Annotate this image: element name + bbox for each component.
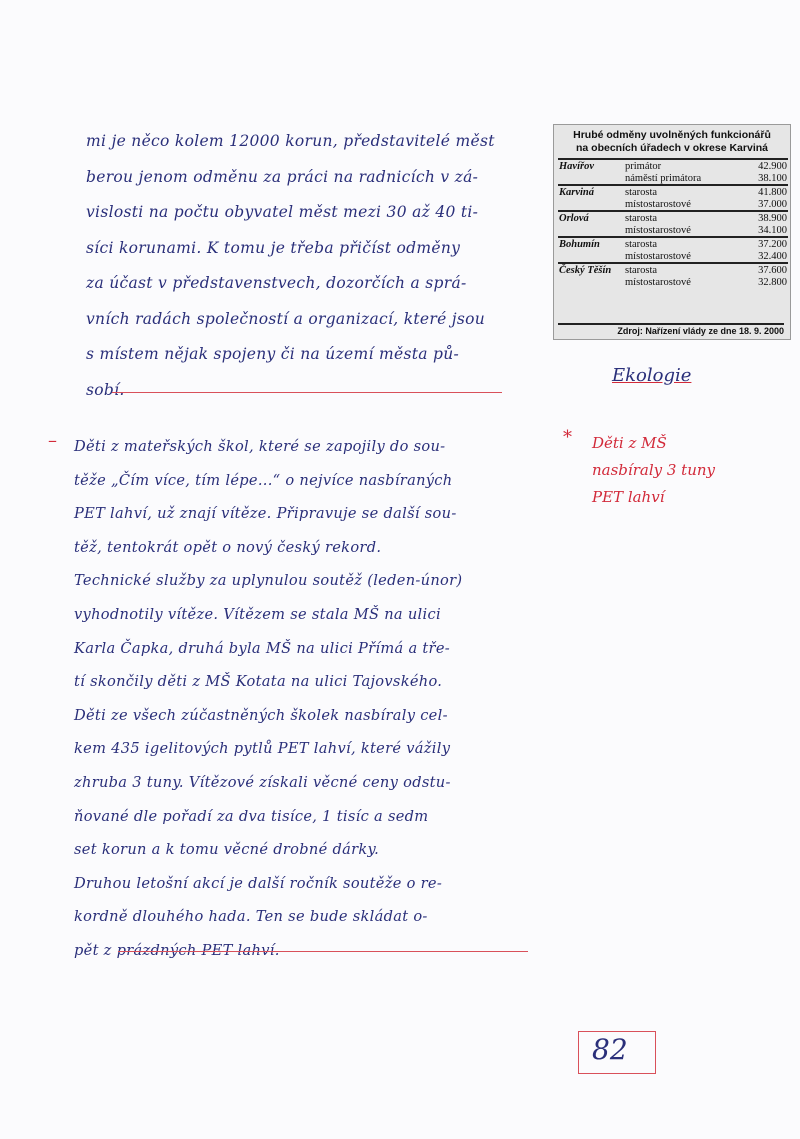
amount-cell bbox=[734, 159, 788, 185]
text-line: vyhodnotily vítěze. Vítězem se stala MŠ na ulici bbox=[74, 605, 441, 623]
amount-text: 38.100 bbox=[758, 172, 787, 184]
role-cell bbox=[624, 237, 734, 263]
text-line: Druhou letošní akcí je další ročník soutěže o re- bbox=[74, 874, 443, 892]
text-line: vislosti na počtu obyvatel měst mezi 30 až 40 ti- bbox=[86, 203, 479, 221]
text-line: berou jenom odměnu za práci na radnicích v zá- bbox=[86, 167, 479, 186]
text-line: sobí. bbox=[86, 380, 125, 399]
amount-text: 37.200 bbox=[758, 239, 787, 250]
margin-note bbox=[592, 430, 715, 511]
city-cell: Český Těšín bbox=[558, 263, 624, 288]
amount-text: 37.000 bbox=[758, 198, 787, 210]
text-line: těž, tentokrát opět o nový český rekord. bbox=[74, 538, 382, 556]
clipping-table bbox=[558, 158, 788, 288]
text-line: Děti z mateřských škol, které se zapojily do sou- bbox=[74, 438, 446, 455]
text-line: Karla Čapka, druhá byla MŠ na ulici Přímá a tře- bbox=[74, 639, 450, 657]
role-cell bbox=[624, 211, 734, 237]
text-line: kordně dlouhého hada. Ten se bude skládat o- bbox=[74, 908, 428, 926]
amount-text: 42.900 bbox=[758, 161, 787, 172]
clipping-title-line: na obecních úřadech v okrese Karviná bbox=[576, 142, 768, 154]
role-text: místostarostové bbox=[625, 250, 691, 262]
text-line: Technické služby za uplynulou soutěž (leden-únor) bbox=[74, 572, 463, 590]
text-line: tí skončily děti z MŠ Kotata na ulici Tajovského. bbox=[74, 673, 443, 691]
table-row bbox=[558, 263, 788, 288]
amount-cell bbox=[734, 237, 788, 263]
amount-text: 32.400 bbox=[758, 250, 787, 262]
city-cell: Bohumín bbox=[558, 237, 624, 263]
amount-text: 32.800 bbox=[758, 276, 787, 288]
text-line: za účast v představenstvech, dozorčích a sprá- bbox=[86, 274, 467, 292]
text-line: ňované dle pořadí za dva tisíce, 1 tisíc a sedm bbox=[74, 807, 429, 825]
text-line: vních radách společností a organizací, které jsou bbox=[86, 309, 486, 328]
newspaper-clipping bbox=[553, 124, 791, 340]
handwritten-paragraph-pet-bottles bbox=[74, 430, 462, 968]
role-text: místostarostové bbox=[625, 276, 691, 288]
role-cell bbox=[624, 159, 734, 185]
clipping-title bbox=[558, 129, 786, 155]
clipping-source: Zdroj: Nařízení vlády ze dne 18. 9. 2000 bbox=[558, 323, 784, 336]
table-row bbox=[558, 159, 788, 185]
divider-line bbox=[112, 392, 502, 393]
page-number: 82 bbox=[592, 1033, 628, 1066]
role-text: starosta bbox=[625, 213, 658, 224]
clipping-title-line: Hrubé odměny uvolněných funkcionářů bbox=[573, 129, 771, 141]
dash-mark: – bbox=[48, 430, 57, 451]
role-text: náměstí primátora bbox=[625, 172, 702, 184]
role-text: starosta bbox=[625, 239, 658, 250]
amount-text: 38.900 bbox=[758, 213, 787, 224]
text-line: Děti ze všech zúčastněných školek nasbíraly cel- bbox=[74, 706, 448, 724]
role-text: místostarostové bbox=[625, 198, 691, 210]
text-line: kem 435 igelitových pytlů PET lahví, které vážily bbox=[74, 740, 451, 758]
text-line: těže „Čím více, tím lépe...“ o nejvíce nasbíraných bbox=[74, 471, 453, 489]
handwritten-paragraph-salaries bbox=[86, 124, 495, 408]
role-text: primátor bbox=[625, 161, 662, 172]
divider-line bbox=[118, 951, 528, 952]
city-cell: Karviná bbox=[558, 185, 624, 211]
text-line: pět z prázdných PET lahví. bbox=[74, 941, 280, 959]
city-cell: Havířov bbox=[558, 159, 624, 185]
text-line: zhruba 3 tuny. Vítězové získali věcné ceny odstu- bbox=[74, 773, 451, 791]
amount-text: 37.600 bbox=[758, 265, 787, 276]
margin-note-line: nasbíraly 3 tuny bbox=[592, 461, 715, 479]
amount-text: 41.800 bbox=[758, 187, 787, 198]
table-row bbox=[558, 185, 788, 211]
amount-cell bbox=[734, 185, 788, 211]
text-line: mi je něco kolem 12000 korun, představitelé měst bbox=[86, 132, 495, 150]
text-line: síci korunami. K tomu je třeba přičíst odměny bbox=[86, 238, 461, 257]
table-row bbox=[558, 237, 788, 263]
amount-cell bbox=[734, 263, 788, 288]
role-cell bbox=[624, 185, 734, 211]
amount-cell bbox=[734, 211, 788, 237]
text-line: set korun a k tomu věcné drobné dárky. bbox=[74, 841, 380, 859]
margin-note-line: PET lahví bbox=[592, 488, 665, 506]
margin-note-line: Děti z MŠ bbox=[592, 434, 667, 452]
text-line: PET lahví, už znají vítěze. Připravuje se další sou- bbox=[74, 505, 457, 523]
table-row bbox=[558, 211, 788, 237]
role-text: starosta bbox=[625, 265, 658, 276]
section-heading: Ekologie bbox=[612, 365, 692, 386]
asterisk-mark: * bbox=[563, 427, 572, 448]
role-text: místostarostové bbox=[625, 224, 691, 236]
role-text: starosta bbox=[625, 187, 658, 198]
text-line: s místem nějak spojeny či na území města pů- bbox=[86, 345, 460, 363]
role-cell bbox=[624, 263, 734, 288]
amount-text: 34.100 bbox=[758, 224, 787, 236]
city-cell: Orlová bbox=[558, 211, 624, 237]
